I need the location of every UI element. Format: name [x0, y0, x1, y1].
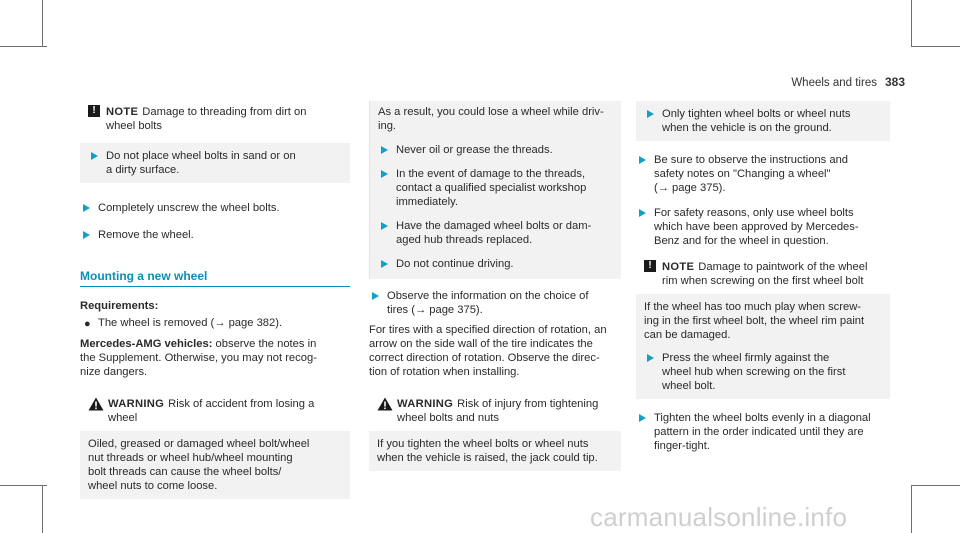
warning-text: As a result, you could lose a wheel while driv-: [378, 106, 604, 118]
crop-mark: [42, 485, 43, 533]
note-label: NOTE: [106, 106, 139, 118]
step-arrow-icon: [647, 354, 654, 362]
step-text: finger-tight.: [654, 440, 710, 452]
warning-text: Oiled, greased or damaged wheel bolt/wheel: [88, 438, 310, 450]
step-arrow-icon: [372, 292, 379, 300]
warning-text: when the vehicle is raised, the jack could tip.: [377, 452, 598, 464]
note-text: If the wheel has too much play when screw-: [644, 301, 862, 313]
note-label: NOTE: [662, 261, 695, 273]
step-arrow-icon: [381, 146, 388, 154]
warning-title-line2: wheel: [108, 412, 138, 424]
step-text: which have been approved by Mercedes-: [654, 221, 859, 233]
crop-mark: [911, 46, 960, 47]
crop-mark: [0, 485, 47, 486]
step-observe-instructions: [636, 153, 890, 195]
step-text: contact a qualified specialist workshop: [396, 182, 587, 194]
step-text: Observe the information on the choice of: [387, 290, 589, 302]
step-text: Only tighten wheel bolts or wheel nuts: [662, 108, 851, 120]
warning-text: wheel nuts to come loose.: [88, 480, 218, 492]
warning-step: [644, 107, 882, 135]
warning-label: WARNING: [108, 398, 165, 410]
crop-mark: [911, 0, 912, 47]
step-text: a dirty surface.: [106, 164, 180, 176]
warning-title-line2: wheel bolts and nuts: [397, 412, 499, 424]
note-text: ing in the first wheel bolt, the wheel rim paint: [644, 315, 865, 327]
watermark: carmanualsonline.info: [590, 502, 848, 532]
paragraph-text: tion of rotation when installing.: [369, 366, 520, 378]
step-text: Tighten the wheel bolts evenly in a diagonal: [654, 412, 871, 424]
exclamation-icon: !: [88, 105, 100, 117]
step-text: safety notes on "Changing a wheel": [654, 168, 831, 180]
step-arrow-icon: [639, 209, 646, 217]
step-text: wheel hub when screwing on the first: [662, 366, 846, 378]
step-text: For safety reasons, only use wheel bolts: [654, 207, 854, 219]
note-step: [88, 149, 342, 177]
step-remove: [80, 228, 350, 242]
section-title-header: Wheels and tires: [791, 77, 877, 89]
page-header: [791, 75, 905, 89]
column-2: [369, 101, 621, 471]
step-unscrew: [80, 201, 350, 215]
step-text: Be sure to observe the instructions and: [654, 154, 849, 166]
step-arrow-icon: [639, 414, 646, 422]
step-text: immediately.: [396, 196, 458, 208]
warning-text: If you tighten the wheel bolts or wheel nuts: [377, 438, 589, 450]
warning-step: [378, 219, 613, 247]
note-title: Damage to paintwork of the wheel: [698, 261, 868, 273]
step-text: Completely unscrew the wheel bolts.: [98, 202, 280, 214]
warning-text: bolt threads can cause the wheel bolts/: [88, 466, 282, 478]
amg-text: nize dangers.: [80, 366, 148, 378]
warning-title: Risk of accident from losing a: [168, 398, 315, 410]
warning-continuation: [369, 101, 621, 279]
requirement-text: The wheel is removed (→ page 382).: [98, 317, 283, 329]
step-safety: [636, 206, 890, 248]
step-tighten: [636, 411, 890, 453]
warning-continuation: [636, 101, 890, 141]
page-number: 383: [884, 75, 905, 89]
crop-mark: [42, 0, 43, 47]
step-text: (→ page 375).: [654, 182, 726, 194]
note-title-line2: wheel bolts: [106, 120, 162, 132]
step-arrow-icon: [647, 110, 654, 118]
warning-step: [378, 143, 613, 157]
step-arrow-icon: [91, 152, 98, 160]
column-1: [80, 101, 350, 499]
paragraph-text: correct direction of rotation. Observe the direc-: [369, 352, 600, 364]
step-arrow-icon: [83, 204, 90, 212]
warning-step: [378, 257, 613, 271]
paragraph-text: For tires with a specified direction of rotation, an: [369, 324, 607, 336]
step-text: tires (→ page 375).: [387, 304, 483, 316]
step-text: when the vehicle is on the ground.: [662, 122, 832, 134]
warning-box-injury: [369, 397, 621, 425]
step-arrow-icon: [381, 260, 388, 268]
warning-body: [80, 431, 350, 499]
amg-text: observe the notes in: [215, 338, 317, 350]
crop-mark: [911, 485, 912, 533]
warning-triangle-icon: [88, 397, 104, 411]
step-arrow-icon: [381, 170, 388, 178]
rotation-paragraph: [369, 323, 621, 379]
exclamation-icon: !: [644, 260, 656, 272]
step-text: wheel bolt.: [662, 380, 716, 392]
section-heading: Mounting a new wheel: [80, 269, 350, 287]
step-arrow-icon: [83, 231, 90, 239]
note-body: [80, 143, 350, 183]
column-3: [636, 101, 890, 453]
step-text: Never oil or grease the threads.: [396, 144, 553, 156]
crop-mark: [911, 485, 960, 486]
step-observe: [369, 289, 621, 317]
warning-text: ing.: [378, 120, 397, 132]
note-body: [636, 294, 890, 399]
warning-triangle-icon: [377, 397, 393, 411]
crop-mark: [0, 46, 47, 47]
warning-step: [378, 167, 613, 209]
step-text: Press the wheel firmly against the: [662, 352, 830, 364]
warning-box-accident: [80, 397, 350, 425]
step-text: Have the damaged wheel bolts or dam-: [396, 220, 592, 232]
note-title: Damage to threading from dirt on: [142, 106, 307, 118]
bullet-icon: ●: [84, 318, 91, 330]
warning-label: WARNING: [397, 398, 454, 410]
warning-title: Risk of injury from tightening: [457, 398, 599, 410]
note-box-threading: [80, 101, 350, 137]
note-box-paintwork: [636, 260, 890, 288]
step-arrow-icon: [639, 156, 646, 164]
step-text: In the event of damage to the threads,: [396, 168, 586, 180]
paragraph-text: arrow on the side wall of the tire indicates the: [369, 338, 593, 350]
note-title-line2: rim when screwing on the first wheel bolt: [662, 275, 864, 287]
warning-text: nut threads or wheel hub/wheel mounting: [88, 452, 293, 464]
step-text: pattern in the order indicated until they are: [654, 426, 864, 438]
requirements-heading: Requirements:: [80, 300, 159, 312]
step-arrow-icon: [381, 222, 388, 230]
step-text: Benz and for the wheel in question.: [654, 235, 829, 247]
note-text: can be damaged.: [644, 329, 731, 341]
warning-body: [369, 431, 621, 471]
amg-paragraph: [80, 337, 350, 379]
note-step: [644, 351, 882, 393]
amg-text: the Supplement. Otherwise, you may not recog-: [80, 352, 317, 364]
amg-label: Mercedes-AMG vehicles:: [80, 338, 213, 350]
step-text: Do not continue driving.: [396, 258, 514, 270]
step-text: Remove the wheel.: [98, 229, 194, 241]
requirement-item: [80, 316, 350, 330]
step-text: Do not place wheel bolts in sand or on: [106, 150, 296, 162]
step-text: aged hub threads replaced.: [396, 234, 533, 246]
